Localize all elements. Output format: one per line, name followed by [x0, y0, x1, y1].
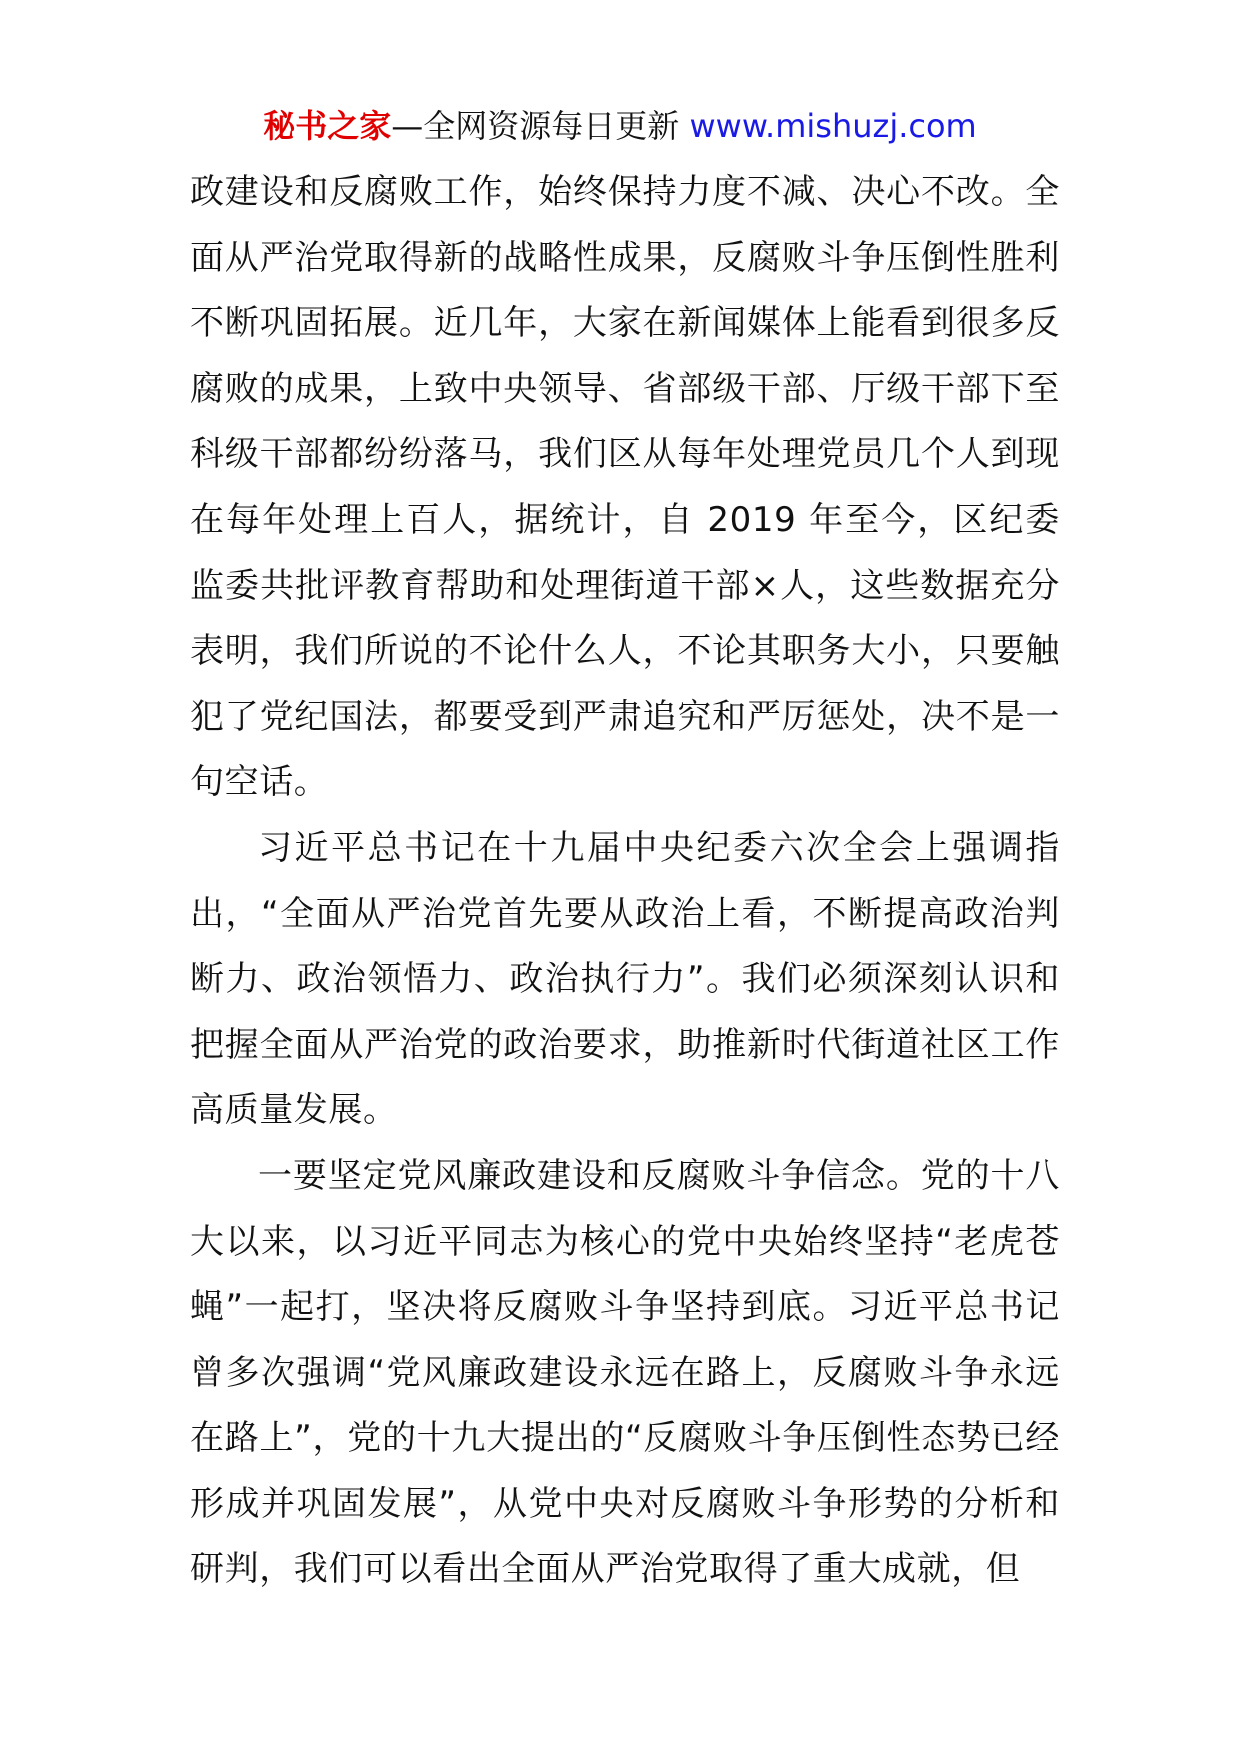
paragraph-3: 一要坚定党风廉政建设和反腐败斗争信念。党的十八大以来，以习近平同志为核心的党中央始终坚持“老虎苍蝇”一起打，坚决将反腐败斗争坚持到底。习近平总书记曾多次强调“党风廉政建设永远在路上，反腐败斗争永远在路上”，党的十九大提出的“反腐败斗争压倒性态势已经形成并巩固发展”，从党中央对反腐败斗争形势的分析和研判，我们可以看出全面从严治党取得了重大成就，但 [190, 1155, 1060, 1590]
site-brand: 秘书之家 [263, 107, 392, 145]
site-tagline: —全网资源每日更新 [391, 107, 690, 145]
document-body [190, 160, 1060, 1603]
paragraph-2: 习近平总书记在十九届中央纪委六次全会上强调指出，“全面从严治党首先要从政治上看，不断提高政治判断力、政治领悟力、政治执行力”。我们必须深刻认识和把握全面从严治党的政治要求，助推新时代街道社区工作高质量发展。 [190, 827, 1060, 1131]
site-header [0, 104, 1240, 148]
site-url-link[interactable]: www.mishuzj.com [689, 107, 977, 145]
paragraph-1: 政建设和反腐败工作，始终保持力度不减、决心不改。全面从严治党取得新的战略性成果，反腐败斗争压倒性胜利不断巩固拓展。近几年，大家在新闻媒体上能看到很多反腐败的成果，上致中央领导、省部级干部、厅级干部下至科级干部都纷纷落马，我们区从每年处理党员几个人到现在每年处理上百人，据统计，自 2019 年至今，区纪委监委共批评教育帮助和处理街道干部×人，这些数据充分表明，我们所说的不论什么人，不论其职务大小，只要触犯了党纪国法，都要受到严肃追究和严厉惩处，决不是一句空话。 [190, 172, 1060, 803]
